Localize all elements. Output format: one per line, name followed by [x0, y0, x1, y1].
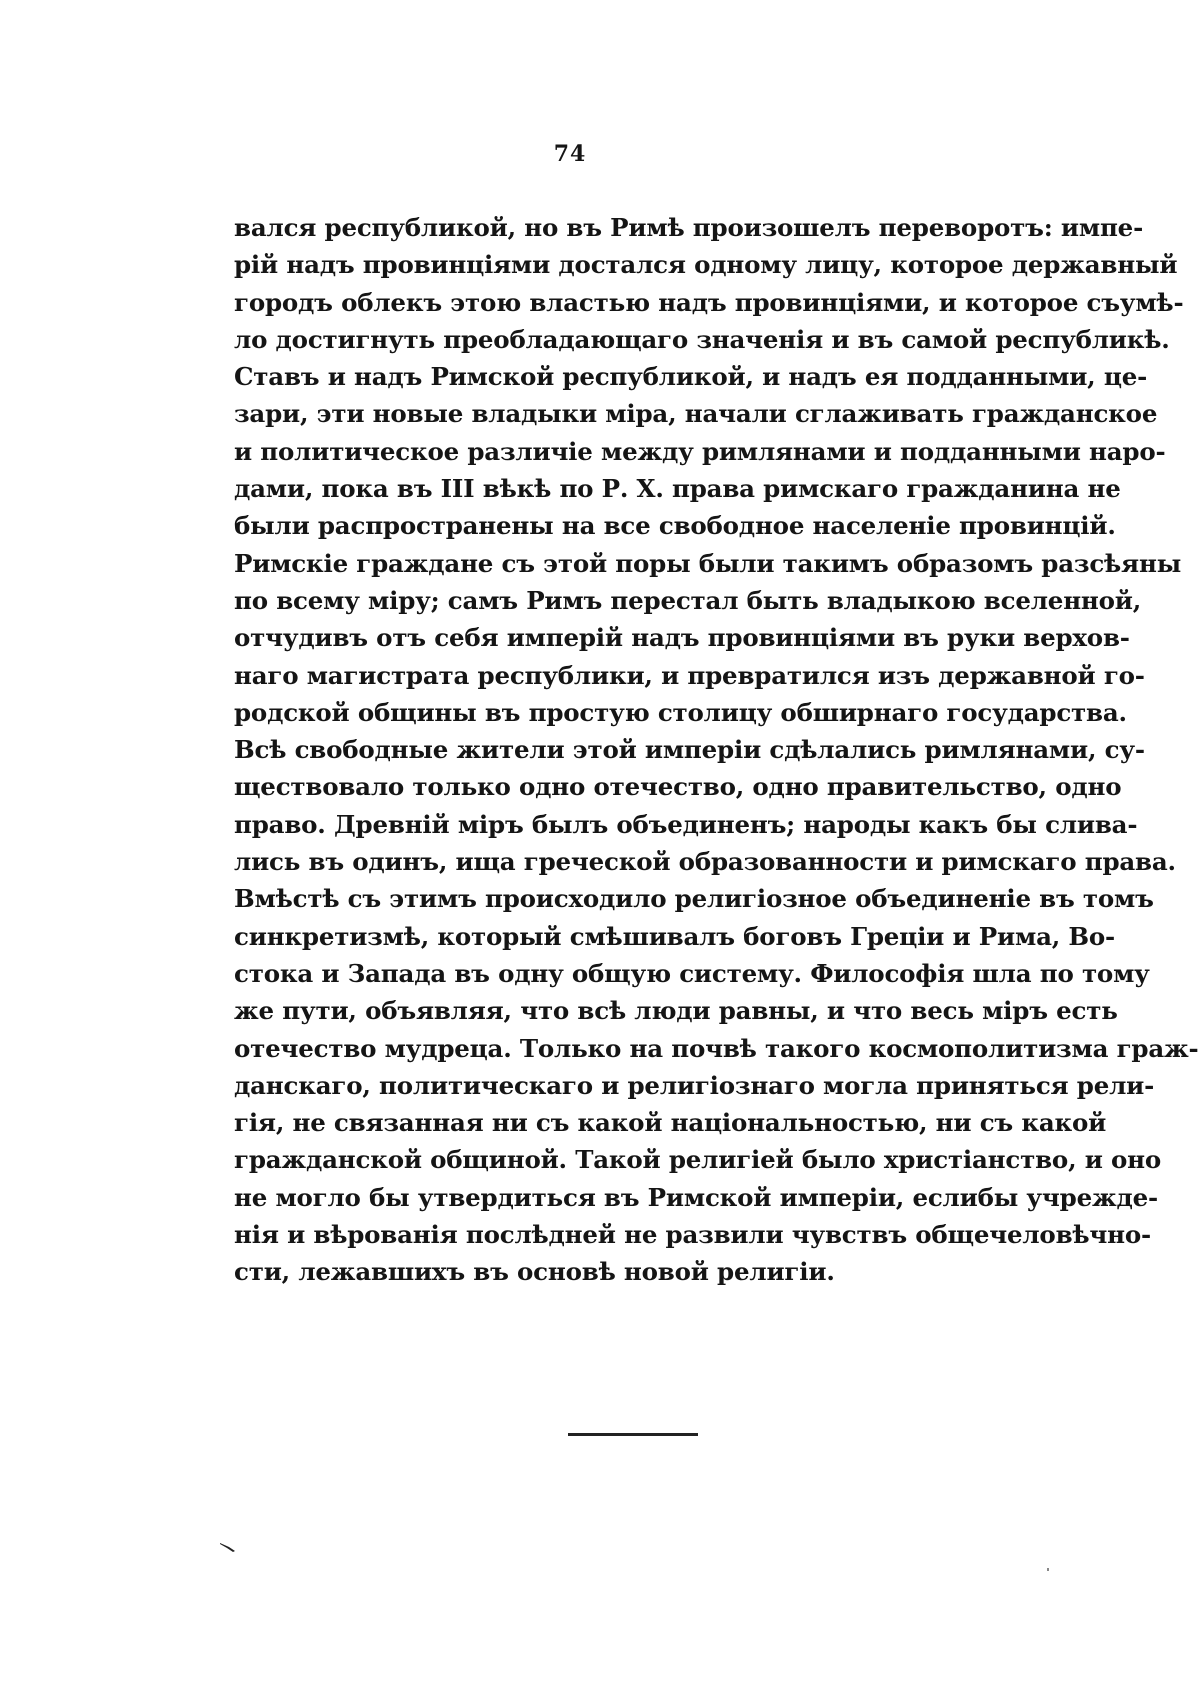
text-line: сти, лежавшихъ въ основѣ новой религіи. [234, 1257, 835, 1287]
text-line: право. Древній міръ былъ объединенъ; народы какъ бы слива- [234, 809, 1138, 839]
text-line: Ставъ и надъ Римской республикой, и надъ ея подданными, це- [234, 362, 1148, 392]
text-line: гія, не связанная ни съ какой національностью, ни съ какой [234, 1108, 1107, 1138]
text-line: синкретизмѣ, который смѣшивалъ боговъ Греціи и Рима, Во- [234, 921, 1116, 951]
text-line: наго магистрата республики, и превратился изъ державной го- [234, 660, 1145, 690]
text-line: были распространены на все свободное населеніе провинцій. [234, 511, 1116, 541]
text-line: отчудивъ отъ себя имперій надъ провинціями въ руки верхов- [234, 623, 1130, 653]
text-line: ло достигнуть преобладающаго значенія и въ самой республикѣ. [234, 324, 1170, 354]
text-line: не могло бы утвердиться въ Римской имперіи, еслибы учрежде- [234, 1182, 1158, 1212]
text-line: Вмѣстѣ съ этимъ происходило религіозное объединеніе въ томъ [234, 884, 1154, 914]
text-line: нія и вѣрованія послѣдней не развили чувствъ общечеловѣчно- [234, 1220, 1151, 1250]
text-line: рій надъ провинціями достался одному лицу, которое державный [234, 250, 1178, 280]
text-line: городъ облекъ этою властью надъ провинціями, и которое съумѣ- [234, 287, 1184, 317]
text-line: Всѣ свободные жители этой имперіи сдѣлались римлянами, су- [234, 735, 1145, 765]
text-line: дами, пока въ III вѣкѣ по Р. Х. права римскаго гражданина не [234, 474, 1121, 504]
text-line: Римскіе граждане съ этой поры были такимъ образомъ разсѣяны [234, 548, 1182, 578]
text-line: данскаго, политическаго и религіознаго могла приняться рели- [234, 1070, 1155, 1100]
page-number: 74 [553, 141, 587, 167]
text-line: и политическое различіе между римлянами и подданными наро- [234, 436, 1166, 466]
text-line: гражданской общиной. Такой религіей было христіанство, и оно [234, 1145, 1162, 1175]
ink-mark-icon [219, 1541, 237, 1553]
text-line: отечество мудреца. Только на почвѣ такого космополитизма граж- [234, 1033, 1199, 1063]
text-line: вался республикой, но въ Римѣ произошелъ переворотъ: импе- [234, 213, 1144, 242]
text-line: ществовало только одно отечество, одно правительство, одно [234, 772, 1122, 802]
scan-speck [1047, 1568, 1049, 1571]
text-line: по всему міру; самъ Римъ перестал быть владыкою вселенной, [234, 585, 1142, 615]
text-line: стока и Запада въ одну общую систему. Философія шла по тому [234, 958, 1150, 988]
text-line: же пути, объявляя, что всѣ люди равны, и что весь міръ есть [234, 996, 1118, 1026]
text-line: зари, эти новые владыки міра, начали сглаживать гражданское [234, 399, 1158, 429]
text-line: лись въ одинъ, ища греческой образованности и римскаго права. [234, 847, 1176, 877]
body-text [234, 209, 1199, 1291]
text-line: родской общины въ простую столицу обширнаго государства. [234, 697, 1127, 727]
section-divider [568, 1433, 698, 1436]
